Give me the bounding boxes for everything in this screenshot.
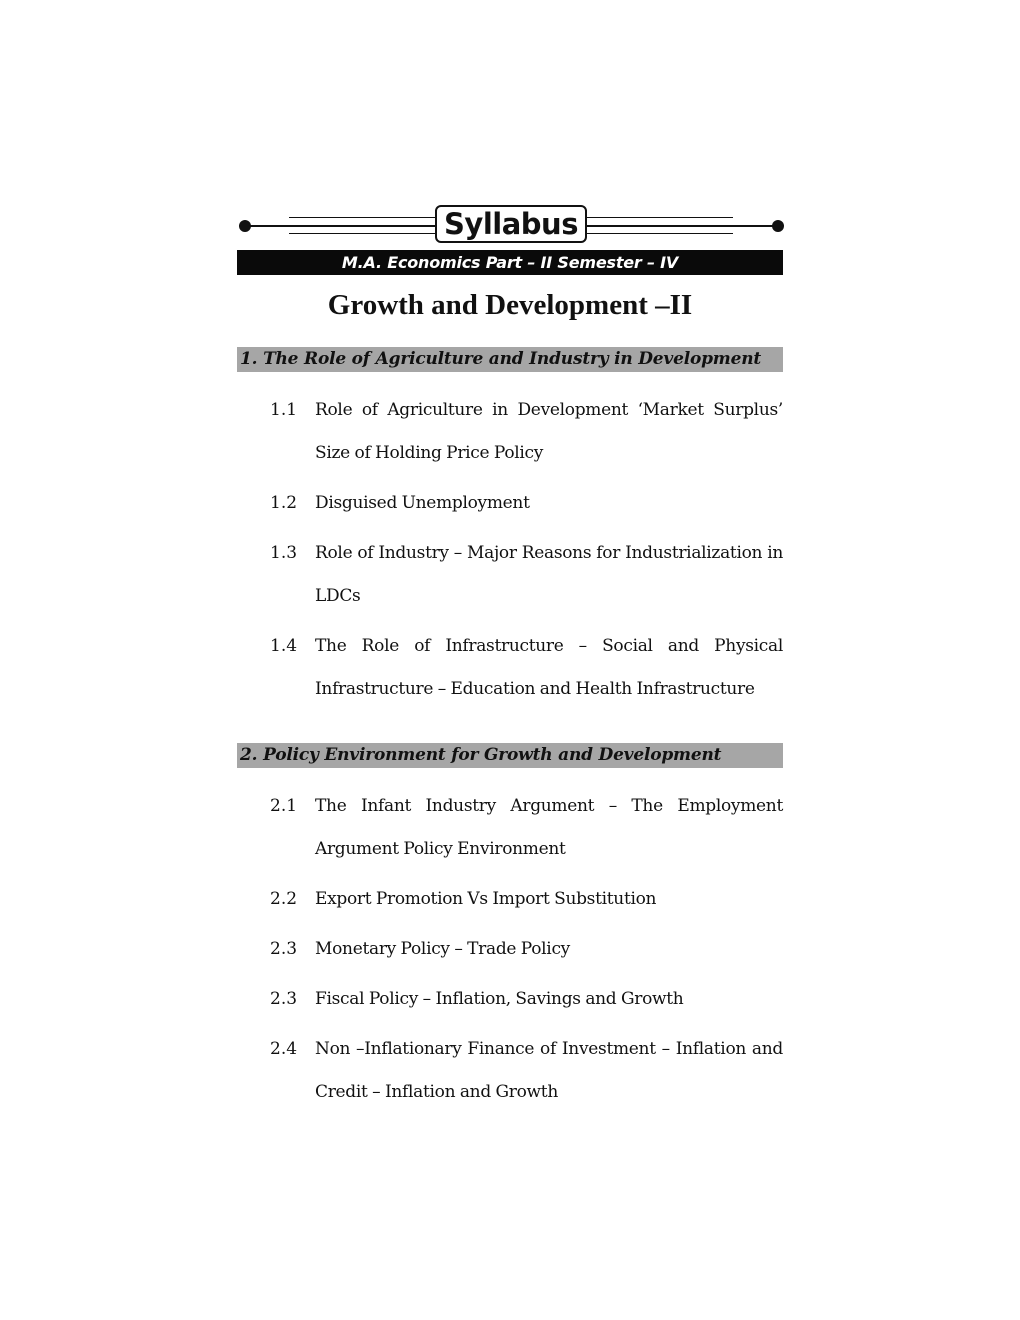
right-rule	[585, 225, 777, 227]
list-item	[237, 482, 783, 525]
page-title: Growth and Development –II	[327, 289, 693, 321]
item-number: 2.2	[270, 889, 298, 909]
item-number: 1.4	[270, 636, 298, 656]
list-item	[237, 1028, 783, 1114]
item-number: 1.3	[270, 543, 298, 563]
section-2-items	[237, 785, 783, 1114]
left-rule-lower	[289, 233, 437, 234]
syllabus-page	[237, 200, 783, 1114]
item-number: 2.1	[270, 796, 298, 816]
section-1-items	[237, 389, 783, 711]
item-number: 1.2	[270, 493, 298, 513]
right-rule-upper	[585, 217, 733, 218]
list-item	[237, 978, 783, 1021]
list-item	[237, 532, 783, 618]
list-item	[237, 625, 783, 711]
item-number: 2.4	[270, 1039, 298, 1059]
right-bullet-ornament	[772, 220, 784, 232]
item-number: 2.3	[270, 939, 298, 959]
item-text: Role of Agriculture in Development ‘Market Surplus’ Size of Holding Price Policy	[315, 400, 783, 463]
item-text: Monetary Policy – Trade Policy	[315, 939, 570, 959]
item-number: 1.1	[270, 400, 298, 420]
syllabus-badge: Syllabus	[435, 205, 587, 243]
syllabus-banner	[237, 200, 783, 250]
item-text: The Role of Infrastructure – Social and Physical Infrastructure – Education and Health Infrastructure	[315, 636, 783, 699]
left-rule-upper	[289, 217, 437, 218]
section-heading-1: 1. The Role of Agriculture and Industry in Development	[237, 347, 783, 372]
right-rule-lower	[585, 233, 733, 234]
list-item	[237, 878, 783, 921]
list-item	[237, 928, 783, 971]
item-text: Role of Industry – Major Reasons for Industrialization in LDCs	[315, 543, 783, 606]
item-text: The Infant Industry Argument – The Employment Argument Policy Environment	[315, 796, 783, 859]
course-bar: M.A. Economics Part – II Semester – IV	[237, 250, 783, 275]
section-heading-2: 2. Policy Environment for Growth and Development	[237, 743, 783, 768]
left-rule	[245, 225, 437, 227]
item-text: Fiscal Policy – Inflation, Savings and Growth	[315, 989, 684, 1009]
item-text: Export Promotion Vs Import Substitution	[315, 889, 657, 909]
list-item	[237, 389, 783, 475]
item-number: 2.3	[270, 989, 298, 1009]
list-item	[237, 785, 783, 871]
item-text: Disguised Unemployment	[315, 493, 530, 513]
item-text: Non –Inflationary Finance of Investment – Inflation and Credit – Inflation and Growth	[315, 1039, 783, 1102]
